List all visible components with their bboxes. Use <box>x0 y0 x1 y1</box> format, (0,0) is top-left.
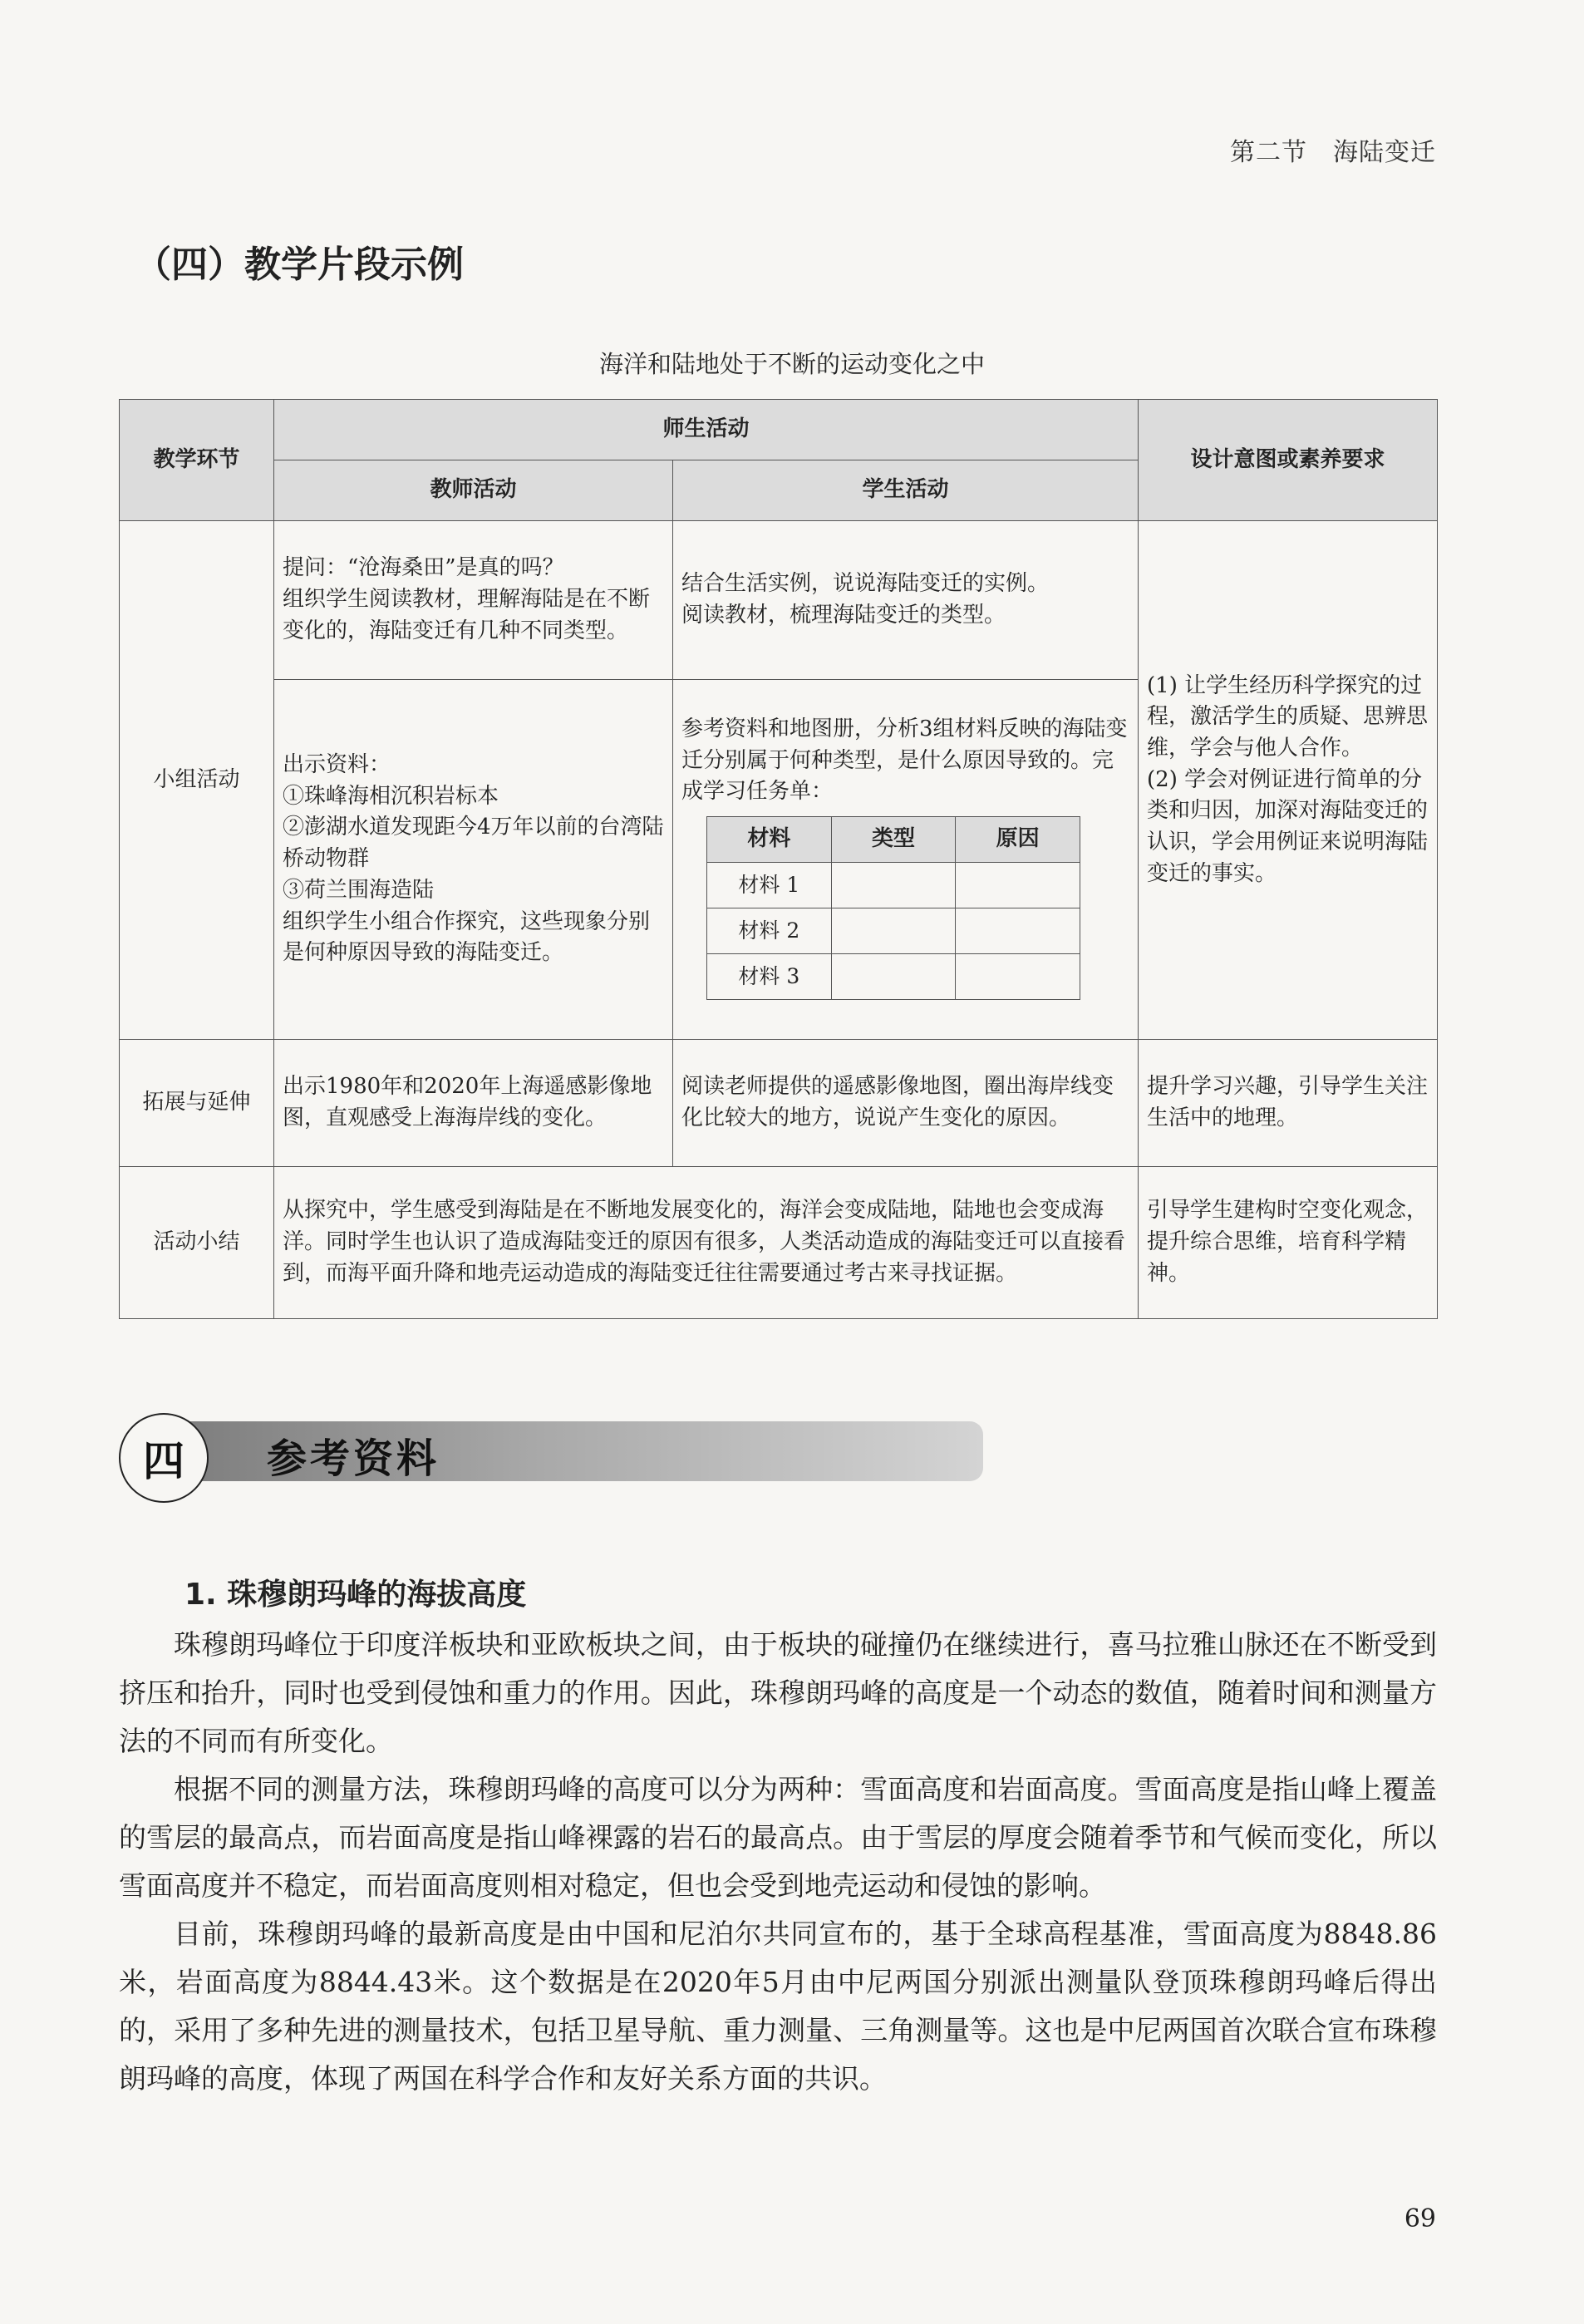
student-cell: 阅读老师提供的遥感影像地图，圈出海岸线变化比较大的地方，说说产生变化的原因。 <box>673 1040 1139 1167</box>
intent-cell: 引导学生建构时空变化观念，提升综合思维，培育科学精神。 <box>1139 1167 1438 1319</box>
cell-line: 参考资料和地图册，分析3组材料反映的海陆变迁分别属于何种类型，是什么原因导致的。完成学习任务单： <box>681 716 1128 805</box>
cell-line: ③荷兰围海造陆 <box>283 877 435 903</box>
worksheet-table <box>706 816 1080 1000</box>
worksheet-header: 类型 <box>831 817 956 863</box>
cell-line: 组织学生阅读教材，理解海陆是在不断变化的，海陆变迁有几种不同类型。 <box>283 587 651 643</box>
student-cell <box>673 521 1139 680</box>
header-phase: 教学环节 <box>120 400 274 521</box>
worksheet-header: 材料 <box>707 817 832 863</box>
cell-line: ②澎湖水道发现距今4万年以前的台湾陆桥动物群 <box>283 815 664 872</box>
running-head: 第二节 海陆变迁 <box>1230 138 1436 167</box>
paragraph: 根据不同的测量方法，珠穆朗玛峰的高度可以分为两种：雪面高度和岩面高度。雪面高度是指山峰上覆盖的雪层的最高点，而岩面高度是指山峰裸露的岩石的最高点。由于雪层的厚度会随着季节和气候而变化，所以雪面高度并不稳定，而岩面高度则相对稳定，但也会受到地壳运动和侵蚀的影响。 <box>119 1773 1437 1902</box>
phase-cell: 活动小结 <box>120 1167 274 1319</box>
worksheet-row <box>707 954 1080 1000</box>
phase-cell: 小组活动 <box>120 521 274 1040</box>
teacher-cell <box>274 521 673 680</box>
worksheet-row <box>707 908 1080 954</box>
cell-line: 组织学生小组合作探究，这些现象分别是何种原因导致的海陆变迁。 <box>283 908 651 966</box>
cell-line: 结合生活实例，说说海陆变迁的实例。 <box>681 571 1050 597</box>
intent-cell: 提升学习兴趣，引导学生关注生活中的地理。 <box>1139 1040 1438 1167</box>
phase-cell: 拓展与延伸 <box>120 1040 274 1167</box>
banner-title: 参考资料 <box>267 1435 440 1482</box>
cell-line: 提问：“沧海桑田”是真的吗？ <box>283 555 564 581</box>
table-row <box>120 1167 1438 1319</box>
worksheet-blank <box>956 954 1080 1000</box>
page-number: 69 <box>1404 2204 1436 2233</box>
teacher-cell <box>274 680 673 1040</box>
worksheet-blank <box>831 863 956 908</box>
table-row <box>120 1040 1438 1167</box>
worksheet-blank <box>831 908 956 954</box>
paragraph: 目前，珠穆朗玛峰的最新高度是由中国和尼泊尔共同宣布的，基于全球高程基准，雪面高度为8848.86米，岩面高度为8844.43米。这个数据是在2020年5月由中尼两国分别派出测量队登顶珠穆朗玛峰后得出的，采用了多种先进的测量技术，包括卫星导航、重力测量、三角测量等。这也是中尼两国首次联合宣布珠穆朗玛峰的高度，体现了两国在科学合作和友好关系方面的共识。 <box>119 1918 1437 2095</box>
worksheet-blank <box>956 908 1080 954</box>
cell-line: 阅读教材，梳理海陆变迁的类型。 <box>681 603 1006 628</box>
summary-cell: 从探究中，学生感受到海陆是在不断地发展变化的，海洋会变成陆地，陆地也会变成海洋。同时学生也认识了造成海陆变迁的原因有很多，人类活动造成的海陆变迁可以直接看到，而海平面升降和地壳运动造成的海陆变迁往往需要通过考古来寻找证据。 <box>274 1167 1139 1319</box>
header-student: 学生活动 <box>673 460 1139 521</box>
section-heading: （四）教学片段示例 <box>135 244 464 286</box>
teacher-cell: 出示1980年和2020年上海遥感影像地图，直观感受上海海岸线的变化。 <box>274 1040 673 1167</box>
student-cell <box>673 680 1139 1040</box>
table-row <box>120 521 1438 680</box>
table-caption: 海洋和陆地处于不断的运动变化之中 <box>598 350 985 378</box>
header-activities: 师生活动 <box>274 400 1139 460</box>
cell-line: ①珠峰海相沉积岩标本 <box>283 783 499 809</box>
header-intent: 设计意图或素养要求 <box>1139 400 1438 521</box>
worksheet-material: 材料 1 <box>707 863 832 908</box>
worksheet-material: 材料 2 <box>707 908 832 954</box>
reference-heading: 1. 珠穆朗玛峰的海拔高度 <box>184 1578 527 1612</box>
worksheet-header: 原因 <box>956 817 1080 863</box>
cell-line: (2) 学会对例证进行简单的分类和归因，加深对海陆变迁的认识，学会用例证来说明海陆变迁的事实。 <box>1147 766 1429 886</box>
cell-line: 出示资料： <box>283 752 391 778</box>
header-teacher: 教师活动 <box>274 460 673 521</box>
worksheet-blank <box>831 954 956 1000</box>
intent-cell <box>1139 521 1438 1040</box>
section-banner <box>119 1413 983 1503</box>
teaching-table <box>119 399 1438 1319</box>
banner-number: 四 <box>119 1413 209 1503</box>
cell-line: (1) 让学生经历科学探究的过程，激活学生的质疑、思辨思维，学会与他人合作。 <box>1147 672 1429 761</box>
worksheet-material: 材料 3 <box>707 954 832 1000</box>
paragraph: 珠穆朗玛峰位于印度洋板块和亚欧板块之间，由于板块的碰撞仍在继续进行，喜马拉雅山脉还在不断受到挤压和抬升，同时也受到侵蚀和重力的作用。因此，珠穆朗玛峰的高度是一个动态的数值，随着时间和测量方法的不同而有所变化。 <box>119 1628 1437 1757</box>
worksheet-blank <box>956 863 1080 908</box>
reference-body <box>119 1621 1437 2103</box>
worksheet-row <box>707 863 1080 908</box>
